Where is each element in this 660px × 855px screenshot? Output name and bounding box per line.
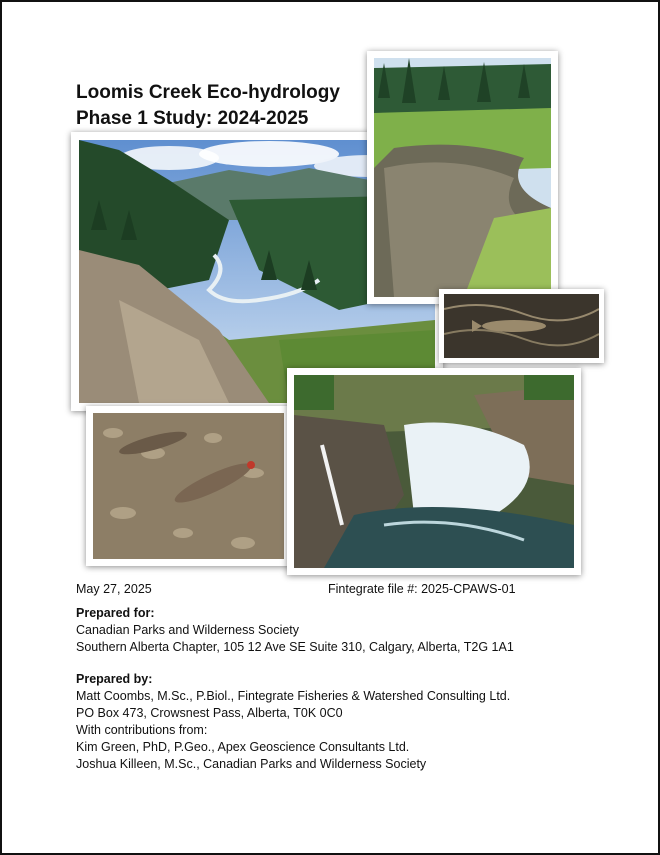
prepared-by-line: With contributions from: bbox=[76, 723, 208, 737]
prepared-for-section bbox=[76, 605, 514, 656]
fish-over-gravel-photo bbox=[86, 406, 291, 566]
prepared-for-line: Canadian Parks and Wilderness Society bbox=[76, 623, 300, 637]
prepared-by-line: PO Box 473, Crowsnest Pass, Alberta, T0K 0C0 bbox=[76, 706, 343, 720]
waterfall-gauge-photo bbox=[287, 368, 581, 575]
prepared-for-line: Southern Alberta Chapter, 105 12 Ave SE Suite 310, Calgary, Alberta, T2G 1A1 bbox=[76, 640, 514, 654]
prepared-by-line: Joshua Killeen, M.Sc., Canadian Parks and Wilderness Society bbox=[76, 757, 427, 771]
report-date: May 27, 2025 bbox=[76, 582, 152, 596]
title-line-1: Loomis Creek Eco-hydrology bbox=[76, 82, 340, 103]
file-number: Fintegrate file #: 2025-CPAWS-01 bbox=[328, 582, 516, 596]
meadow-creek-photo bbox=[367, 51, 558, 304]
prepared-by-line: Kim Green, PhD, P.Geo., Apex Geoscience Consultants Ltd. bbox=[76, 740, 410, 754]
prepared-by-section bbox=[76, 671, 510, 773]
prepared-by-line: Matt Coombs, M.Sc., P.Biol., Fintegrate Fisheries & Watershed Consulting Ltd. bbox=[76, 689, 511, 703]
prepared-for-label: Prepared for: bbox=[76, 606, 155, 620]
report-title bbox=[76, 80, 340, 132]
fish-in-water-photo bbox=[439, 289, 604, 363]
title-line-2: Phase 1 Study: 2024-2025 bbox=[76, 108, 309, 129]
prepared-by-label: Prepared by: bbox=[76, 672, 153, 686]
